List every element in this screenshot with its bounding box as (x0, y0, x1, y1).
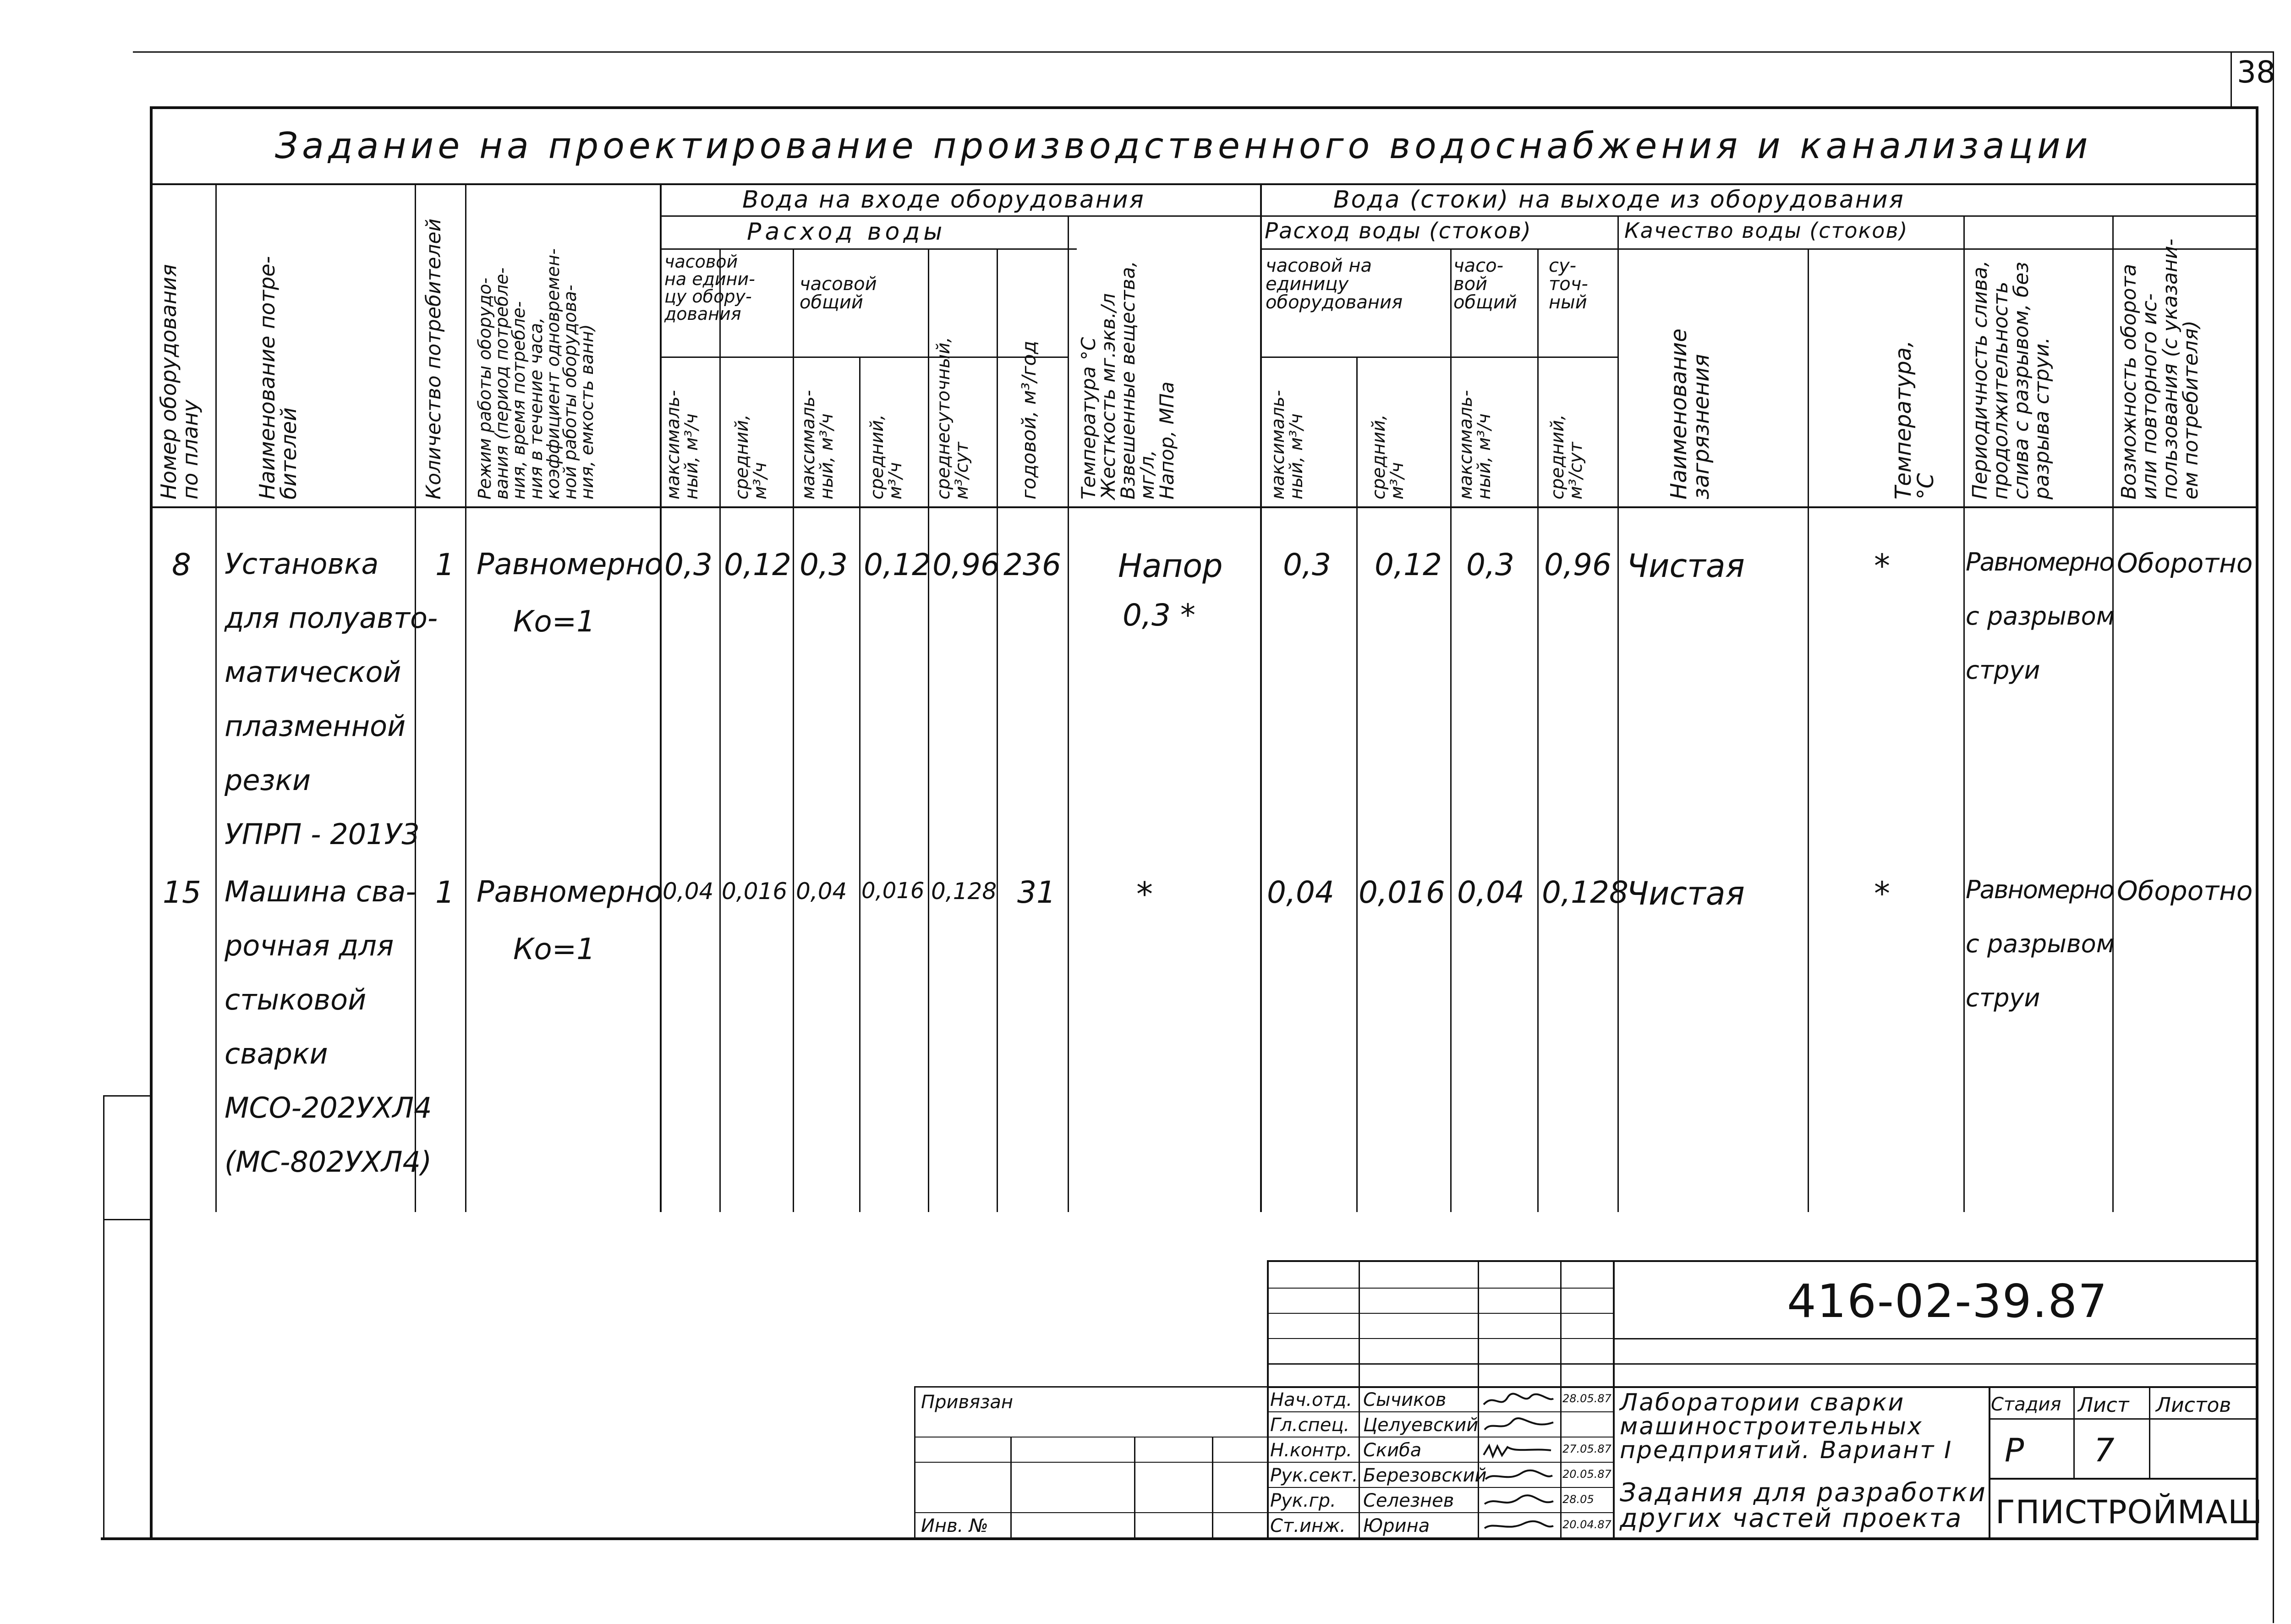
subgroup-hourly-per-unit: часовой на едини- цу обору- дования (664, 252, 755, 324)
header-avg-daily: среднесуточный, м³/сут (933, 337, 972, 499)
row-count: 1 (435, 875, 455, 910)
group-water-in: Вода на входе оборудования (742, 186, 1145, 214)
row-equipment-no: 8 (172, 547, 191, 582)
subgroup-out-hourly-per-unit: часовой на единицу оборудования (1266, 255, 1403, 313)
signature-image (1480, 1388, 1558, 1537)
row-temperature: * (1874, 875, 1890, 912)
page-number: 38 (2237, 55, 2275, 90)
row-count: 1 (435, 547, 455, 582)
group-quality-out: Качество воды (стоков) (1624, 218, 1908, 243)
header-avg-total: средний, м³/ч (867, 414, 906, 499)
approval-role: Ст.инж. (1270, 1515, 1346, 1536)
row-contamination: Чистая (1627, 875, 1745, 912)
row-consumer-name: Машина сва- рочная для стыковой сварки МСО-202УХЛ4 (МС-802УХЛ4) (225, 875, 432, 1179)
row-annual: 31 (1017, 875, 1056, 910)
row-avg-daily: 0,96 (932, 547, 1000, 582)
group-water-flow: Расход воды (747, 218, 946, 246)
header-out-max-total: максималь- ный, м³/ч (1456, 390, 1495, 499)
row-avg-total: 0,016 (861, 878, 925, 904)
header-max-total: максималь- ный, м³/ч (798, 390, 837, 499)
header-out-avg-hourly: средний, м³/ч (1369, 414, 1408, 499)
row-max-total: 0,04 (796, 878, 847, 905)
doc-code: 416-02-39.87 (1787, 1274, 2108, 1328)
row-params-head: Напор (1118, 547, 1223, 585)
row-out-daily: 0,128 (1542, 875, 1628, 910)
project-title: Лаборатории сварки машиностроительных предприятий. Вариант I (1620, 1389, 1953, 1464)
row-avg-daily: 0,128 (931, 878, 997, 905)
header-out-max-hourly: максималь- ный, м³/ч (1268, 390, 1307, 499)
subgroup-out-daily: су- точ- ный (1549, 255, 1588, 313)
row-mode: Равномерно (477, 548, 663, 582)
header-consumer-name: Наименование потре- бителей (255, 256, 301, 499)
approval-date: 20.05.87 (1562, 1468, 1611, 1481)
row-out-max-total: 0,04 (1457, 875, 1524, 910)
row-out-max-total: 0,3 (1466, 547, 1514, 582)
stage-value: Р (2005, 1432, 2024, 1469)
approval-name: Целуевский (1363, 1415, 1479, 1436)
header-contamination: Наименование загрязнения (1666, 328, 1714, 499)
subgroup-hourly-total: часовой общий (800, 274, 877, 313)
sheet-label: Лист (2078, 1394, 2129, 1417)
sheet-title: Задания для разработки других частей проекта (1620, 1478, 1987, 1533)
approval-name: Юрина (1363, 1515, 1430, 1536)
row-params-value: 0,3 * (1123, 598, 1195, 633)
inv-label: Инв. № (921, 1515, 988, 1536)
row-consumer-name: Установка для полуавто- матической плазменной резки УПРП - 201У3 (225, 547, 438, 851)
row-out-daily: 0,96 (1544, 547, 1611, 582)
row-periodicity: Равномерно с разрывом струи (1966, 548, 2115, 685)
stage-label: Стадия (1991, 1394, 2061, 1415)
group-flow-out: Расход воды (стоков) (1265, 218, 1532, 244)
row-max-hourly: 0,3 (664, 547, 713, 582)
header-recycling: Возможность оборота или повторного ис- пользования (с указани- ем потребителя) (2117, 238, 2203, 499)
row-periodicity: Равномерно с разрывом струи (1966, 875, 2115, 1012)
row-mode: Равномерно (477, 875, 663, 909)
row-params-value: * (1136, 875, 1153, 913)
row-out-avg-hourly: 0,016 (1359, 875, 1445, 910)
row-avg-hourly: 0,016 (722, 878, 788, 905)
approval-name: Сычиков (1363, 1389, 1447, 1410)
approval-date: 27.05.87 (1562, 1443, 1611, 1455)
row-recycling: Оборотно (2117, 548, 2253, 579)
row-mode-k: Ко=1 (513, 933, 595, 966)
approval-name: Березовский (1363, 1465, 1487, 1486)
header-avg-hourly: средний, м³/ч (732, 414, 771, 499)
row-recycling: Оборотно (2117, 875, 2253, 906)
approval-role: Гл.спец. (1270, 1415, 1350, 1436)
header-out-avg-daily: средний, м³/сут (1547, 414, 1586, 499)
row-max-hourly: 0,04 (663, 878, 714, 905)
row-out-avg-hourly: 0,12 (1375, 547, 1442, 582)
approval-date: 28.05.87 (1562, 1392, 1611, 1405)
row-annual: 236 (1003, 547, 1061, 582)
row-temperature: * (1874, 547, 1890, 585)
approval-name: Скиба (1363, 1440, 1422, 1461)
row-max-total: 0,3 (800, 547, 848, 582)
table-title: Задание на проектирование производственного водоснабжения и канализации (275, 126, 2092, 167)
sheets-label: Листов (2156, 1394, 2231, 1417)
approval-name: Селезнев (1363, 1490, 1454, 1511)
header-equipment-no: Номер оборудования по плану (156, 264, 203, 499)
row-equipment-no: 15 (163, 875, 201, 910)
row-out-max-hourly: 0,3 (1283, 547, 1331, 582)
row-avg-hourly: 0,12 (724, 547, 791, 582)
approval-role: Нач.отд. (1270, 1389, 1353, 1410)
header-operation-mode: Режим работы оборудо- вания (период потребле- ния, время потребле- ния в течение часа, коэффициент одновремен- ной работы оборудова- ния, емкость ванн) (475, 248, 597, 499)
header-consumer-count: Количество потребителей (422, 218, 445, 499)
row-out-max-hourly: 0,04 (1267, 875, 1334, 910)
approval-role: Н.контр. (1270, 1440, 1352, 1461)
organization: ГПИСТРОЙМАШ (1995, 1493, 2263, 1531)
group-water-out: Вода (стоки) на выходе из оборудования (1333, 186, 1905, 214)
header-max-hourly: максималь- ный, м³/ч (663, 390, 702, 499)
sheet-value: 7 (2094, 1432, 2115, 1469)
header-annual: годовой, м³/год (1018, 340, 1040, 499)
approval-date: 28.05 (1562, 1493, 1594, 1506)
header-periodicity: Периодичность слива, продолжительность слива с разрывом, без разрыва струи. (1968, 260, 2054, 499)
bound-label: Привязан (921, 1392, 1014, 1413)
row-mode-k: Ко=1 (513, 605, 595, 639)
subgroup-out-hourly-total: часо- вой общий (1453, 255, 1517, 313)
approval-date: 20.04.87 (1562, 1518, 1611, 1531)
approval-role: Рук.сект. (1270, 1465, 1358, 1486)
header-temperature: Температура, °С (1891, 340, 1939, 499)
row-avg-total: 0,12 (864, 547, 931, 582)
header-temp-params: Температура °С Жесткость мг.экв./л Взвешенные вещества, мг/л, Напор, МПа (1077, 261, 1178, 499)
row-contamination: Чистая (1627, 547, 1745, 585)
approval-role: Рук.гр. (1270, 1490, 1336, 1511)
